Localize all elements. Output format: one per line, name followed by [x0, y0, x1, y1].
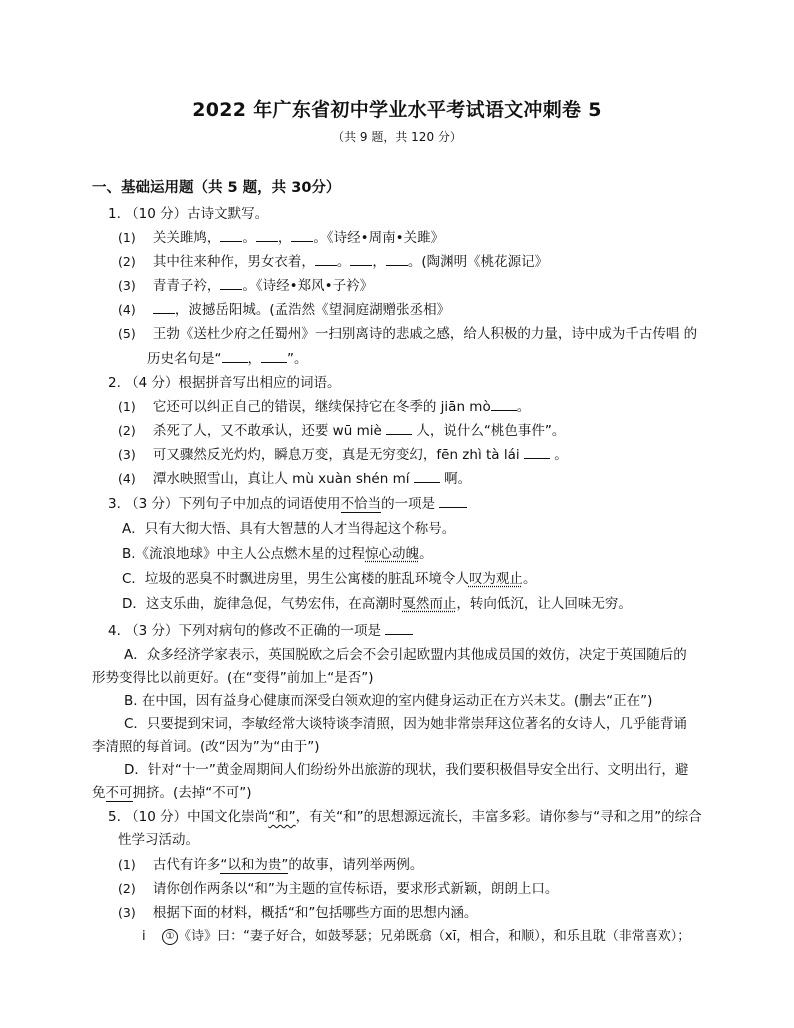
item-text: 。 [242, 230, 256, 246]
q2-item-1 [118, 398, 530, 416]
option-text: 。 [522, 571, 537, 587]
item-text: 啊。 [444, 471, 472, 487]
answer-blank [350, 253, 372, 266]
item-number: (5) [118, 326, 136, 341]
item-text: 的故事，请列举两例。 [288, 857, 424, 873]
answer-blank [291, 229, 313, 242]
item-text: ， [247, 351, 261, 367]
q3-option-a: A．只有大彻大悟、具有大智慧的人才当得起这个称号。 [122, 521, 456, 537]
quote-text: 《诗》曰：“妻子好合，如鼓琴瑟；兄弟既翕（xī，相合，和顺），和乐且耽（非常喜欢）； [178, 929, 691, 944]
q4-option-b: B. 在中国，因有益身心健康而深受白领欢迎的室内健身运动正在方兴未艾。(删去“正在”) [124, 693, 653, 709]
q4-stem [108, 622, 413, 640]
q5-item-3 [118, 904, 477, 922]
q1-item-3 [118, 277, 373, 295]
item-text: 历史名句是“ [147, 351, 222, 367]
item-text: 。《诗经•郑风•子衿》 [242, 278, 374, 294]
q4-option-d-cont [92, 784, 252, 802]
item-number: (4) [118, 471, 136, 486]
item-text: 。 [516, 399, 531, 415]
circled-number: ① [162, 929, 178, 945]
item-number: (3) [118, 905, 136, 920]
q5-stem-cont: 性学习活动。 [118, 832, 199, 848]
item-text: 可又骤然反光灼灼，瞬息万变，真是无穷变幻，fēn zhì tà lái [152, 447, 520, 463]
item-text: 。 [554, 447, 568, 463]
dotted-word: 叹为观止 [468, 571, 523, 587]
answer-blank [386, 422, 412, 435]
underlined-text: 不可 [105, 785, 133, 801]
item-text: 青青子衿， [152, 278, 221, 294]
item-text: 关关雎鸠， [152, 230, 221, 246]
wavy-underlined-text: “和” [268, 809, 296, 825]
item-number: (3) [118, 278, 136, 293]
answer-blank [439, 495, 467, 508]
stem-text: ，有关“和”的思想源远流长，丰富多彩。请你参与“寻和之用”的综合 [295, 809, 702, 825]
q2-stem: 2. （4 分）根据拼音写出相应的词语。 [108, 375, 341, 391]
item-text: 。(陶渊明《桃花源记》 [407, 254, 549, 270]
q4-option-c-cont: 李清照的每首词。(改“因为”为“由于”) [92, 739, 320, 755]
item-text: ， [372, 254, 386, 270]
answer-blank [386, 253, 408, 266]
q5-item-2 [118, 880, 558, 898]
item-number: (1) [118, 230, 136, 245]
q5-stem [108, 808, 702, 826]
answer-blank [261, 350, 287, 363]
item-text: ， [277, 230, 292, 246]
answer-blank [222, 350, 248, 363]
item-text: 王勃《送杜少府之任蜀州》一扫别离诗的悲戚之感，给人积极的力量，诗中成为千古传唱 的 [152, 326, 698, 342]
stem-text: 的一项是 [381, 496, 436, 512]
q1-item-4 [118, 301, 450, 319]
item-text: ，波撼岳阳城。(孟浩然《望洞庭湖赠张丞相》 [174, 302, 451, 318]
underlined-text: “以和为贵” [220, 857, 289, 873]
q5-material-line [142, 928, 690, 946]
answer-blank [315, 253, 337, 266]
option-text: 免 [92, 785, 106, 801]
q2-item-2 [118, 422, 565, 440]
option-text: 。 [419, 546, 433, 562]
item-text: 杀死了人，又不敢承认，还要 wū miè [152, 423, 382, 439]
item-text: 。 [336, 254, 351, 270]
dotted-word: 惊心动魄 [365, 546, 420, 562]
q3-option-b [122, 545, 433, 563]
answer-blank [524, 446, 550, 459]
item-text: 古代有许多 [152, 857, 221, 873]
dotted-word: 戛然而止 [402, 596, 457, 612]
q5-item-1 [118, 856, 423, 874]
stem-text: 4. （3 分）下列对病句的修改不正确的一项是 [108, 623, 382, 639]
item-number: (2) [118, 881, 136, 896]
q3-option-c [122, 570, 536, 588]
item-text: 其中往来种作，男女衣着， [152, 254, 315, 270]
q1-item-5-cont [147, 350, 308, 368]
underlined-text: 不恰当 [340, 496, 382, 512]
item-text: 。《诗经•周南•关雎》 [313, 230, 445, 246]
option-text: 拥挤。(去掉“不可”) [132, 785, 252, 801]
answer-blank [153, 301, 175, 314]
q2-item-3 [118, 446, 568, 464]
q4-option-a-cont: 形势变得比以前更好。(在“变得”前加上“是否”) [92, 670, 374, 686]
item-number: (1) [118, 399, 136, 414]
item-number: (2) [118, 254, 136, 269]
q3-option-d [122, 595, 632, 613]
item-text: 潭水映照雪山，真让人 mù xuàn shén mí [152, 471, 410, 487]
q4-option-d: D．针对“十一”黄金周期间人们纷纷外出旅游的现状，我们要积极倡导安全出行、文明出行，避 [124, 762, 689, 778]
q2-item-4 [118, 470, 471, 488]
exam-subtitle: （共 9 题，共 120 分） [332, 130, 462, 144]
item-number: (3) [118, 447, 136, 462]
item-text: 它还可以纠正自己的错误，继续保持它在冬季的 jiān mò [152, 399, 491, 415]
answer-blank [220, 277, 242, 290]
exam-title: 2022 年广东省初中学业水平考试语文冲刺卷 5 [192, 99, 602, 121]
item-text: ”。 [287, 351, 308, 367]
answer-blank [256, 229, 278, 242]
q1-item-2 [118, 253, 548, 271]
q4-option-c: C．只要提到宋词，李敏经常大谈特谈李清照，因为她非常崇拜这位著名的女诗人，几乎能背诵 [124, 716, 687, 732]
answer-blank [414, 470, 440, 483]
item-number: (1) [118, 857, 136, 872]
section-heading: 一、基础运用题（共 5 题，共 30分） [92, 180, 341, 196]
item-text: 根据下面的材料，概括“和”包括哪些方面的思想内涵。 [152, 905, 478, 921]
q1-item-5 [118, 325, 697, 343]
option-text: B.《流浪地球》中主人公点燃木星的过程 [122, 546, 366, 562]
answer-blank [220, 229, 242, 242]
option-text: ，转向低沉，让人回味无穷。 [456, 596, 632, 612]
answer-blank [385, 622, 413, 635]
answer-blank [491, 398, 517, 411]
option-text: C．垃圾的恶臭不时飘进房里，男生公寓楼的脏乱环境令人 [122, 571, 469, 587]
q3-stem [108, 495, 467, 513]
q1-item-1 [118, 229, 444, 247]
q4-option-a: A．众多经济学家表示，英国脱欧之后会不会引起欧盟内其他成员国的效仿，决定于英国随后的 [124, 647, 687, 663]
item-number: (2) [118, 423, 136, 438]
item-text: 人，说什么“桃色事件”。 [416, 423, 566, 439]
item-text: 请你创作两条以“和”为主题的宣传标语，要求形式新颖，朗朗上口。 [152, 881, 559, 897]
item-number: (4) [118, 302, 136, 317]
sub-marker: i [142, 929, 146, 944]
stem-text: 3. （3 分）下列句子中加点的词语使用 [108, 496, 341, 512]
stem-text: 5. （10 分）中国文化崇尚 [108, 809, 269, 825]
option-text: D．这支乐曲，旋律急促，气势宏伟，在高潮时 [122, 596, 403, 612]
q1-stem: 1. （10 分）古诗文默写。 [108, 206, 269, 222]
